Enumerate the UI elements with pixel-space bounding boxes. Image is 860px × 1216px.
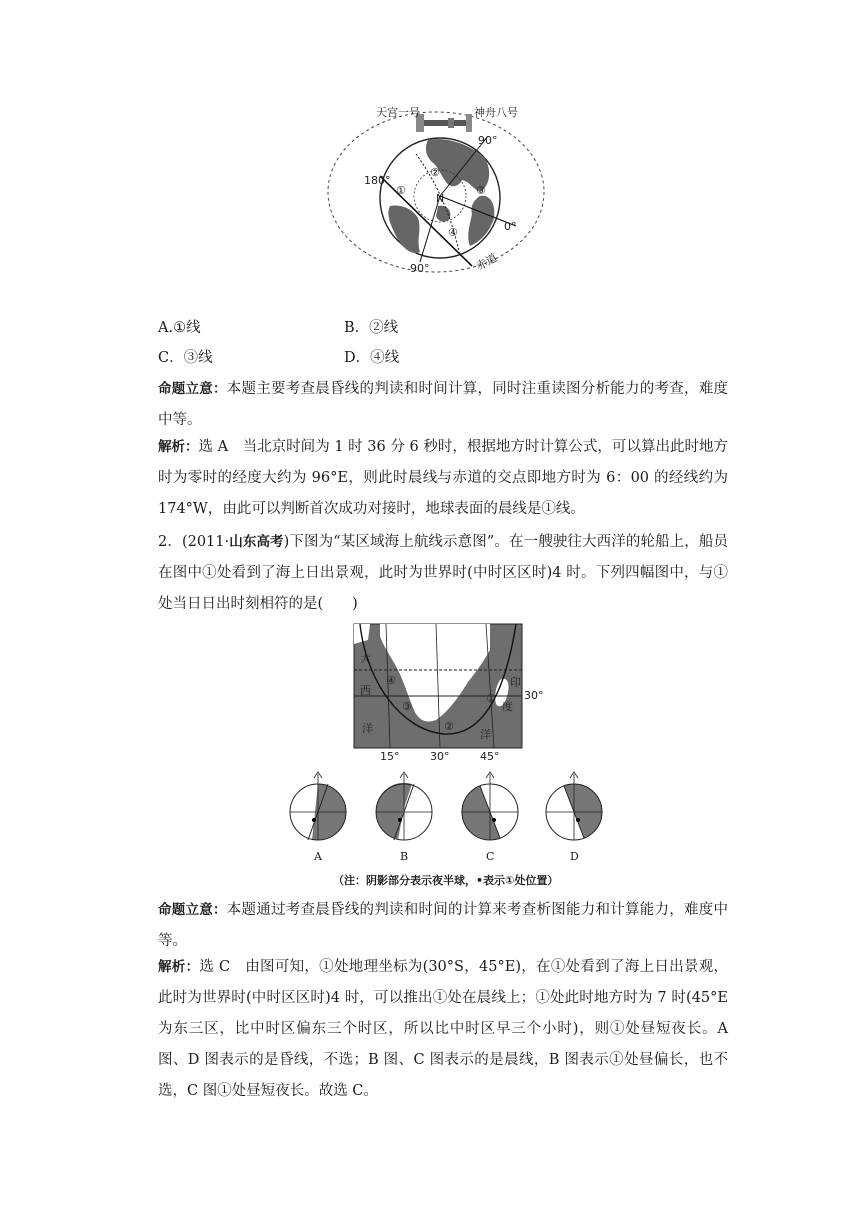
- dial-b: [372, 770, 436, 844]
- q1-analysis-paragraph: [158, 432, 728, 525]
- q2-intent-paragraph: [158, 895, 728, 957]
- marker-1: ①: [396, 184, 406, 197]
- q2-analysis-paragraph: [158, 952, 728, 1107]
- ocean-char-r2: 度: [502, 700, 513, 713]
- q1-analysis-text: 选 A 当北京时间为 1 时 36 分 6 秒时，根据地方时计算公式，可以算出此时地方时为零时的经度大约为 96°E，则此时晨线与赤道的交点即地方时为 6：00 的经线约为 174°W，由此可以判断首次成功对接时，地球表面的晨线是①线。: [158, 439, 728, 517]
- ocean-char-r3: 洋: [480, 728, 491, 741]
- marker-2: ②: [430, 166, 440, 179]
- q2-analysis-label: 解析：: [158, 959, 200, 975]
- q2-question-paragraph: [158, 527, 728, 620]
- dial-c: [458, 770, 522, 844]
- ocean-char-3: 洋: [362, 722, 373, 735]
- dial-label-d: D: [570, 850, 579, 863]
- option-b: B．②线: [344, 320, 399, 336]
- marker-3: ③: [476, 184, 486, 197]
- label-90-top: 90°: [478, 134, 498, 147]
- option-d: D．④线: [344, 350, 400, 366]
- label-equator: 赤道: [473, 251, 500, 273]
- label-lon-15: 15°: [380, 750, 400, 763]
- option-a: A.①线: [158, 320, 201, 336]
- label-north-pole: N: [436, 192, 445, 205]
- label-lon-30: 30°: [430, 750, 450, 763]
- label-180: 180°: [364, 174, 391, 187]
- dial-note: （注：阴影部分表示夜半球，•表示①处位置）: [333, 874, 559, 887]
- dial-label-c: C: [486, 850, 495, 863]
- dial-d: [542, 770, 606, 844]
- route-marker-3: ③: [402, 700, 412, 713]
- q2-text: )下图为“某区域海上航线示意图”。在一艘驶往大西洋的轮船上，船员在图中①处看到了海上日出景观，此时为世界时(中时区区时)4 时。下列四幅图中，与①处当日日出时刻相符的是( ): [158, 534, 729, 612]
- q1-intent-paragraph: [158, 374, 728, 436]
- q2-number: 2．: [158, 534, 182, 550]
- dial-label-a: A: [314, 850, 322, 863]
- label-lat-30: 30°: [524, 689, 544, 702]
- q2-analysis-text: 选 C 由图可知，①处地理坐标为(30°S，45°E)，在①处看到了海上日出景观，此时为世界时(中时区区时)4 时，可以推出①处在晨线上；①处此时地方时为 7 时(45°E 为东三区，比中时区偏东三个时区，所以比中时区早三个小时)，则①处昼短夜长。A 图、D 图表示的是昏线，不选；B 图、C 图表示的是晨线，B 图表示①处昼偏长，也不选，C 图①处昼短夜长。故选 C。: [158, 959, 729, 1099]
- route-marker-4: ④: [386, 674, 396, 687]
- label-0: 0°: [504, 220, 517, 233]
- q2-intent-label: 命题立意：: [158, 902, 227, 918]
- spacecraft-icon: [416, 114, 472, 132]
- q2-intent-text: 本题通过考查晨昏线的判读和时间的计算来考查析图能力和计算能力，难度中等。: [158, 902, 728, 949]
- route-map-figure: [340, 620, 550, 765]
- marker-4: ④: [448, 226, 458, 239]
- label-tiangong: 天宫一号: [376, 106, 420, 119]
- globe-orbit-figure: [320, 96, 550, 286]
- route-marker-1: ①: [486, 692, 496, 705]
- option-c: C．③线: [158, 350, 213, 366]
- dial-a: [286, 770, 350, 844]
- q1-intent-text: 本题主要考查晨昏线的判读和时间计算，同时注重读图分析能力的考查，难度中等。: [158, 381, 728, 428]
- ocean-char-1: 大: [360, 652, 371, 665]
- ocean-char-r1: 印: [510, 676, 521, 689]
- label-90-bottom: 90°: [410, 262, 430, 275]
- q2-source-open: (2011·: [181, 534, 230, 550]
- dial-label-b: B: [400, 850, 409, 863]
- q2-source: 山东高考: [229, 534, 284, 550]
- q1-analysis-label: 解析：: [158, 439, 199, 455]
- q1-intent-label: 命题立意：: [158, 381, 227, 397]
- route-marker-2: ②: [444, 720, 454, 733]
- label-lon-45: 45°: [480, 750, 500, 763]
- ocean-char-2: 西: [360, 684, 371, 697]
- label-shenzhou: 神舟八号: [474, 106, 518, 119]
